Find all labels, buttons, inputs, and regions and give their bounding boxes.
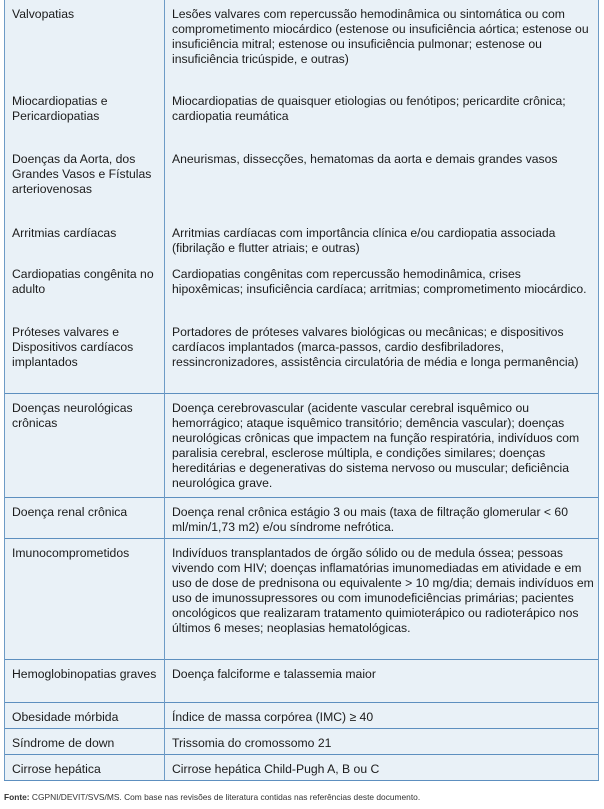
description-cell: Portadores de próteses valvares biológicas ou mecânicas; e dispositivos cardíacos implantados (marca-passos, cardio desfibriladores, ressincronizadores, assistência circulatória de média e longa permanência) — [165, 318, 599, 393]
table-row — [5, 393, 599, 497]
condition-cell: Arritmias cardíacas — [5, 219, 165, 260]
table-row — [5, 219, 599, 260]
condition-cell: Cirrose hepática — [5, 754, 165, 780]
table-row — [5, 754, 599, 780]
condition-cell: Obesidade mórbida — [5, 702, 165, 728]
description-cell: Lesões valvares com repercussão hemodinâmica ou sintomática ou com comprometimento miocárdico (estenose ou insuficiência aórtica; estenose ou insuficiência mitral; estenose ou insuficiência pulmonar; estenose ou insuficiência tricúspide, e outras) — [165, 0, 599, 87]
condition-cell: Doenças neurológicas crônicas — [5, 393, 165, 497]
description-cell: Índice de massa corpórea (IMC) ≥ 40 — [165, 702, 599, 728]
description-cell: Doença falciforme e talassemia maior — [165, 659, 599, 702]
table-row — [5, 260, 599, 318]
table-row — [5, 538, 599, 659]
comorbidities-table — [4, 0, 599, 781]
description-cell: Trissomia do cromossomo 21 — [165, 728, 599, 754]
table-row — [5, 0, 599, 87]
condition-cell: Doença renal crônica — [5, 497, 165, 538]
table-row — [5, 728, 599, 754]
condition-cell: Miocardiopatias e Pericardiopatias — [5, 87, 165, 145]
table-row — [5, 659, 599, 702]
source-text: CGPNI/DEVIT/SVS/MS. Com base nas revisões de literatura contidas nas referências deste documento. — [31, 792, 421, 802]
description-cell: Cirrose hepática Child-Pugh A, B ou C — [165, 754, 599, 780]
description-cell: Indivíduos transplantados de órgão sólido ou de medula óssea; pessoas vivendo com HIV; doenças inflamatórias imunomediadas em atividade e em uso de dose de prednisona ou equivalente > 10 mg/dia; demais indivíduos em uso de imunossupressores ou com imunodeficiências primárias; pacientes oncológicos que realizaram tratamento quimioterápico ou radioterápico nos últimos 6 meses; neoplasias hematológicas. — [165, 538, 599, 659]
condition-cell: Cardiopatias congênita no adulto — [5, 260, 165, 318]
condition-cell: Hemoglobinopatias graves — [5, 659, 165, 702]
table-row — [5, 497, 599, 538]
table-row — [5, 145, 599, 219]
source-label: Fonte: — [4, 792, 30, 802]
description-cell: Cardiopatias congênitas com repercussão hemodinâmica, crises hipoxêmicas; insuficiência cardíaca; arritmias; comprometimento miocárdico. — [165, 260, 599, 318]
table-row — [5, 87, 599, 145]
condition-cell: Síndrome de down — [5, 728, 165, 754]
description-cell: Arritmias cardíacas com importância clínica e/ou cardiopatia associada (fibrilação e flutter atriais; e outras) — [165, 219, 599, 260]
description-cell: Doença cerebrovascular (acidente vascular cerebral isquêmico ou hemorrágico; ataque isquêmico transitório; demência vascular); doenças neurológicas crônicas que impactem na função respiratória, indivíduos com paralisia cerebral, esclerose múltipla, e condições similares; doenças hereditárias e degenerativas do sistema nervoso ou muscular; deficiência neurológica grave. — [165, 393, 599, 497]
table-row — [5, 318, 599, 393]
source-note — [4, 791, 602, 803]
condition-cell: Imunocomprometidos — [5, 538, 165, 659]
condition-cell: Próteses valvares e Dispositivos cardíacos implantados — [5, 318, 165, 393]
description-cell: Aneurismas, dissecções, hematomas da aorta e demais grandes vasos — [165, 145, 599, 219]
description-cell: Doença renal crônica estágio 3 ou mais (taxa de filtração glomerular < 60 ml/min/1,73 m2) e/ou síndrome nefrótica. — [165, 497, 599, 538]
condition-cell: Valvopatias — [5, 0, 165, 87]
description-cell: Miocardiopatias de quaisquer etiologias ou fenótipos; pericardite crônica; cardiopatia reumática — [165, 87, 599, 145]
condition-cell: Doenças da Aorta, dos Grandes Vasos e Fístulas arteriovenosas — [5, 145, 165, 219]
table-row — [5, 702, 599, 728]
